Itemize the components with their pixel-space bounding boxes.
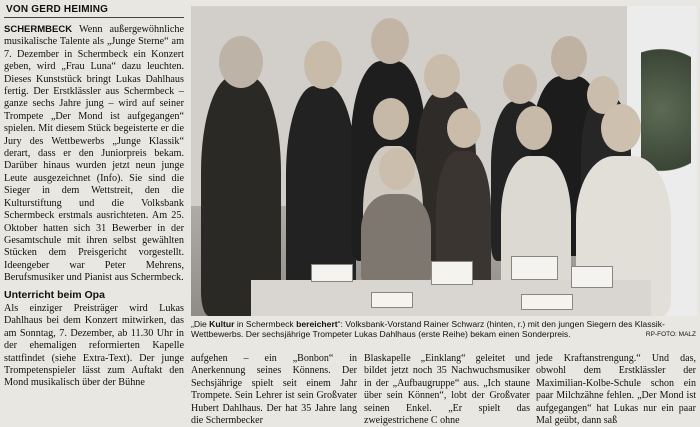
byline: VON GERD HEIMING [6, 4, 109, 15]
subheading: Unterricht beim Opa [4, 288, 105, 301]
head-girl-5 [503, 64, 537, 104]
head-girl-2 [304, 41, 342, 89]
dateline: SCHERMBECK [4, 24, 73, 35]
bottom-column-2: Blaskapelle „Einklang“ geleitet und bildet jetzt noch 35 Nachwuchsmusiker in der „Aufbaugruppe“ aus. „Ich staune über sein Können“, lobt der Großvater seinen Enkel. „Er spielt das zweigestrichene C ohne [364, 353, 530, 427]
certificate-3 [511, 256, 558, 280]
bottom-column-3: jede Kraftanstrengung.“ Und das, obwohl dem Erstklässler der Maximilian-Kolbe-Schule schon ein paar Milchzähne fehlen. „Der Mond ist aufgegangen“ hat Lukas nur ein paar Mal geübt, dann saß [536, 353, 696, 427]
certificate-2 [431, 261, 473, 285]
bottom-column-1: aufgehen – ein „Bonbon“ in Anerkennung seines Könnens. Der Sechsjährige spielt seit einem Jahr Trompete. Sein Lehrer ist sein Großvater Hubert Dahlhaus. Der hat 35 Jahre lang die Schermbecker [191, 353, 357, 427]
photo-caption [191, 319, 697, 339]
group-photo [191, 6, 697, 316]
caption-mid-1: in Schermbeck [234, 319, 297, 329]
certificate-5 [371, 292, 413, 308]
left-column [4, 24, 184, 390]
caption-bold-1: Kultur [209, 319, 235, 329]
byline-rule [4, 17, 184, 18]
photo-credit: RP-FOTO: MALZ [645, 331, 696, 338]
person-lukas [361, 194, 431, 284]
head-girl-scarf [447, 108, 481, 148]
head-man-center [371, 18, 409, 64]
caption-rest: “: Volksbank-Vorstand Rainer Schwarz (hinten, r.) mit den jungen Siegern des Klassik-Wettbewerbs. Der sechsjährige Trompeter Lukas Dahlhaus (erste Reihe) bekam einen Sonderpreis. [191, 319, 665, 340]
head-girl-light-1 [516, 106, 552, 150]
certificate-6 [521, 294, 573, 310]
head-man-right [551, 36, 587, 80]
caption-open: „Die [191, 319, 210, 329]
caption-bold-2: bereichert [296, 319, 338, 329]
paragraph-2: Als einziger Preisträger wird Lukas Dahlhaus bei dem Konzert mitwirken, das am Sonntag, 7. Dezember, ab 11.30 Uhr in der ehemaligen reformierten Kapelle stattfindet (siehe Extra-Text). Der junge Trompetenspieler lässt zum Auftakt den Mond musikalisch über der Bühne [4, 302, 184, 389]
head-girl-4 [424, 54, 460, 98]
head-boy-left [219, 36, 263, 88]
paragraph-1 [4, 24, 184, 285]
paragraph-1-text: Wenn außergewöhnliche musikalische Talente als „Junge Sterne“ am 7. Dezember in Schermbeck ein Konzert geben, wird „Frau Luna“ dazu leuchten. Dieses Kunststück bringt Lukas Dahlhaus fertig. Der Erstklässler aus Schermbeck – ganze sechs Jahre jung – wird auf seiner Trompete „Der Mond ist aufgegangen“ spielen. Mit diesem Stück begeisterte er die Jury des Wettbewerbs „Junge Klassik“ derart, dass er den Juniorpreis bekam. Darüber hinaus wurden jetzt neun junge Leute ausgezeichnet (Info). Sie sind die Sieger in dem Wettstreit, den die Kulturstiftung und die Volksbank Schermbeck erstmals ausrichteten. Am 25. Oktober hatten sich 31 Bewerber in der Gesamtschule mit ihren selbst gewählten Stücken dem Preisgericht vorgestellt. Ideengeber war Peter Mehrens, Berufsmusiker und Pianist aus Schermbeck. [4, 24, 184, 284]
certificate-4 [571, 266, 613, 288]
certificate-1 [311, 264, 353, 282]
head-girl-light-2 [601, 104, 641, 152]
head-lukas [379, 148, 415, 190]
head-girl-front-1 [373, 98, 409, 140]
